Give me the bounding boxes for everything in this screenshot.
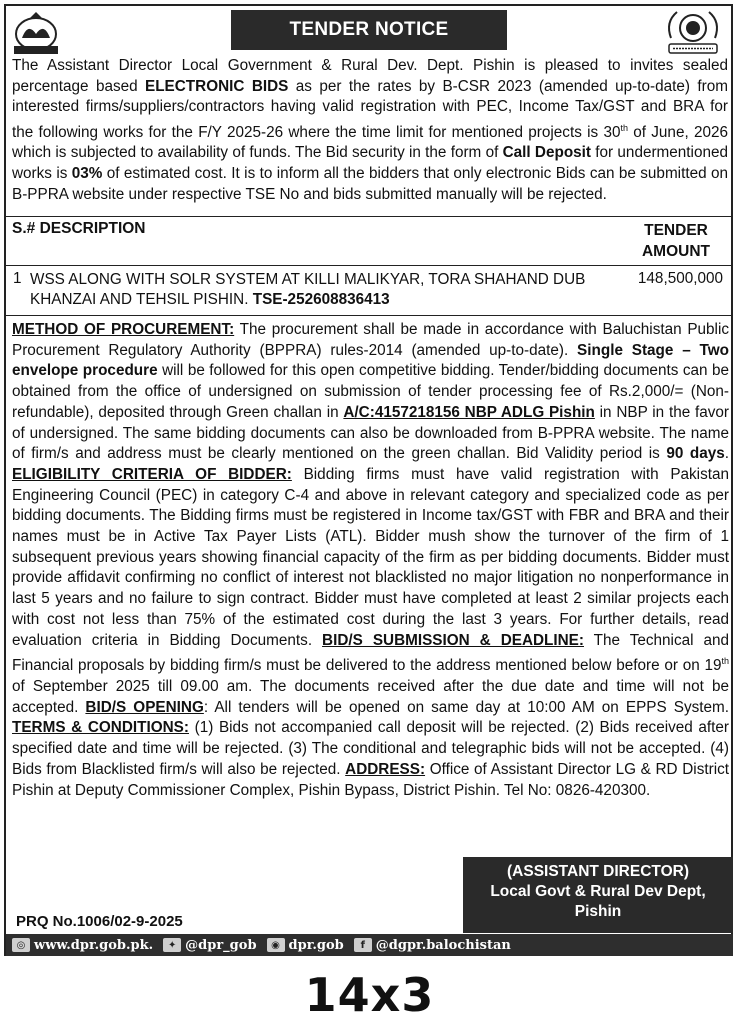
footer-facebook: @dgpr.balochistan: [375, 937, 511, 953]
instagram-icon: ◉: [267, 938, 285, 952]
ad-size-label: 14x3: [304, 968, 435, 1022]
heading-bid-submission: BID/S SUBMISSION & DEADLINE:: [322, 631, 584, 649]
heading-method-of-procurement: METHOD OF PROCUREMENT:: [12, 321, 235, 338]
footer-instagram: dpr.gob: [288, 937, 344, 953]
row-serial-number: 1: [13, 270, 22, 287]
heading-address: ADDRESS:: [345, 760, 426, 778]
procurement-details: METHOD OF PROCUREMENT: The procurement shall be made in accordance with Baluchistan Public Procurement Regulatory Authority (BPPRA) rules-2014 (amended up-to-date). Single Stage – Two envelope procedure will be followed for this open competitive bidding. Tender/bidding documents can be obtained from the office of undersigned on submission of tender processing fee of Rs.2,000/= (Non-refundable), deposited through Green challan in A/C:4157218156 NBP ADLG Pishin in NBP in the favor of undersigned. The same bidding documents can also be downloaded from B-PPRA website. The name of firm/s and address must be clearly mentioned on the green challan. Bid Validity period is 90 days. ELIGIBILITY CRITERIA OF BIDDER: Bidding firms must have valid registration with Pakistan Engineering Council (PEC) in category C-4 and above in relevant category and specialized code as per bidding documents. The Bidding firms must be registered in Income tax/GST with FBR and BRA and their names must be in Active Tax Payer Lists (ATL). Bidder mush show the turnover of the firm of 1 subsequent previous years showing financial capacity of the firm as per bidding documents. Bidder must provide affidavit confirming no conflict of interest not blacklisted no major litigation no nonperformance in last 5 years and no failure to sign contract. Bidder must have completed at least 2 similar projects each with cost not less than 75% of the estimated cost during the last 3 years. For further details, read evaluation criteria in Bidding Documents. BID/S SUBMISSION & DEADLINE: The Technical and Financial proposals by bidding firm/s must be delivered to the address mentioned below before or on 19th of September 2025 till 09.00 am. The documents received after the due date and time will not be accepted. BID/S OPENING: All tenders will be opened on same day at 10:00 AM on EPPS System. TERMS & CONDITIONS: (1) Bids not accompanied call deposit will be rejected. (2) Bids received after specified date and time will be rejected. (3) The conditional and telegraphic bids will not be accepted. (4) Bids from Blacklisted firm/s will also be rejected. ADDRESS: Office of Assistant Director LG & RD District Pishin at Deputy Commissioner Complex, Pishin Bypass, District Pishin. Tel No: 0826-420300.: [12, 321, 730, 799]
row-tender-amount: 148,500,000: [637, 270, 723, 287]
column-header-tender-amount: TENDER AMOUNT: [641, 222, 711, 260]
department-seal-logo: [663, 8, 723, 58]
footer-social-bar: [6, 934, 733, 956]
divider: [6, 216, 733, 217]
facebook-icon: f: [354, 938, 372, 952]
column-header-description: S.# DESCRIPTION: [12, 220, 146, 237]
tse-number: TSE-252608836413: [252, 291, 390, 308]
signature-block: [463, 857, 733, 933]
prq-number: PRQ No.1006/02-9-2025: [16, 913, 183, 930]
footer-website: www.dpr.gob.pk.: [34, 937, 154, 953]
page-title: TENDER NOTICE: [231, 10, 507, 50]
twitter-icon: ✦: [163, 938, 181, 952]
row-description: WSS ALONG WITH SOLR SYSTEM AT KILLI MALIKYAR, TORA SHAHAND DUB KHANZAI AND TEHSIL PISHIN. TSE-252608836413: [30, 271, 586, 308]
divider: [6, 265, 733, 266]
footer-twitter: @dpr_gob: [185, 937, 257, 953]
bank-account: A/C:4157218156 NBP ADLG Pishin: [343, 403, 595, 421]
divider: [6, 315, 733, 316]
balochistan-emblem-logo: [8, 8, 64, 56]
signatory-title: (ASSISTANT DIRECTOR): [507, 863, 689, 880]
globe-icon: ◎: [12, 938, 30, 952]
intro-paragraph: The Assistant Director Local Government & Rural Dev. Dept. Pishin is pleased to invites sealed percentage based ELECTRONIC BIDS as per the rates by B-CSR 2023 (amended up-to-date) from interested firms/suppliers/contractors having valid registration with PEC, Income Tax/GST and BRA for the following works for the F/Y 2025-26 where the time limit for mentioned projects is 30th of June, 2026 which is subjected to availability of funds. The Bid security in the form of Call Deposit for undermentioned works is 03% of estimated cost. It is to inform all the bidders that only electronic Bids can be submitted on B-PPRA website under respective TSE No and bids submitted manually will be rejected.: [12, 57, 728, 203]
heading-terms-conditions: TERMS & CONDITIONS:: [12, 719, 189, 737]
signatory-department: Local Govt & Rural Dev Dept,: [490, 883, 706, 900]
signatory-location: Pishin: [574, 903, 622, 920]
heading-bid-opening: BID/S OPENING: [85, 698, 204, 716]
heading-eligibility-criteria: ELIGIBILITY CRITERIA OF BIDDER:: [12, 465, 292, 483]
